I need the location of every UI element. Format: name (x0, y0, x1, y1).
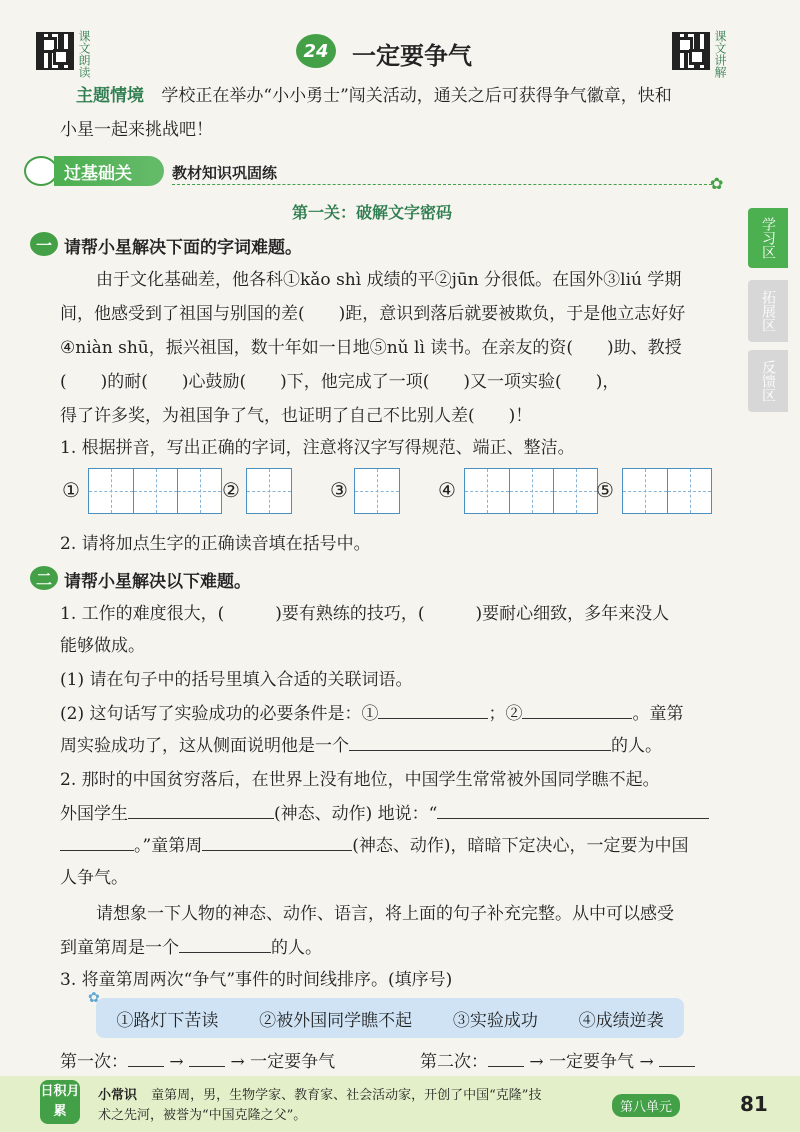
writing-grid-4[interactable] (464, 468, 598, 514)
option-3: ③实验成功 (452, 1010, 538, 1031)
option-2: ②被外国同学瞧不起 (259, 1010, 413, 1031)
timeline-1-label: 第一次： (60, 1052, 128, 1072)
part2-q2-line1: 2. 那时的中国贫穷落后，在世界上没有地位，中国学生常常被外国同学瞧不起。 (60, 770, 660, 790)
timeline-2 (420, 1046, 695, 1078)
tab-study[interactable]: 学习区 (748, 208, 788, 268)
part2-q2-line3 (60, 830, 688, 862)
part1-q2: 2. 请将加点生字的正确读音填在括号中。 (60, 534, 371, 554)
theme-text-2: 小星一起来挑战吧！ (60, 120, 213, 140)
timeline-1-goal: 一定要争气 (250, 1052, 336, 1072)
q2-text-f: 的人。 (271, 938, 322, 958)
lesson-number-badge: 24 (296, 34, 336, 68)
options-box (96, 998, 684, 1038)
theme-line-1 (76, 80, 736, 112)
arrow-icon: → (230, 1052, 245, 1072)
passage-line-3: ④niàn shū，振兴祖国，数十年如一日地⑤nǔ lì 读书。在亲友的资( )助、教授 (60, 338, 682, 358)
q2-text-d: (神态、动作)，暗暗下定决心，一定要为中国 (352, 836, 689, 856)
tip-line-2: 术之先河，被誉为“中国克隆之父”。 (98, 1108, 307, 1123)
part2-q2-line5: 请想象一下人物的神态、动作、语言，将上面的句子补充完整。从中可以感受 (96, 904, 674, 924)
answer-blank-character[interactable] (179, 934, 271, 953)
timeline-1 (60, 1046, 335, 1078)
q1-sub2-text-d: 周实验成功了，这从侧面说明他是一个 (60, 736, 349, 756)
timeline-2-blank-1[interactable] (488, 1048, 524, 1067)
tab-feedback[interactable]: 反馈区 (748, 350, 788, 412)
passage-line-5: 得了许多奖，为祖国争了气，也证明了自己不比别人差( )！ (60, 406, 533, 426)
grid-label-1: ① (62, 478, 80, 502)
mascot-icon (24, 156, 58, 186)
answer-blank-person[interactable] (349, 732, 611, 751)
q2-text-c: 。”童第周 (134, 836, 203, 856)
timeline-1-blank-2[interactable] (189, 1048, 225, 1067)
part2-q1-sub2 (60, 698, 683, 730)
theme-text-1: 学校正在举办“小小勇士”闯关活动，通关之后可获得争气徽章，快和 (161, 86, 672, 106)
option-1: ①路灯下苦读 (116, 1010, 219, 1031)
tab-extend[interactable]: 拓展区 (748, 280, 788, 342)
answer-blank-condition-1[interactable] (378, 700, 488, 719)
section-subtitle: 教材知识巩固练 (172, 164, 278, 182)
arrow-icon: → (169, 1052, 184, 1072)
arrow-icon: → (529, 1052, 544, 1072)
part2-q1-sub2-cont (60, 730, 662, 762)
q1-sub2-text-e: 的人。 (611, 736, 662, 756)
passage-line-4: ( )的耐( )心鼓励( )下，他完成了一项( )又一项实验( )， (60, 372, 620, 392)
theme-label: 主题情境 (76, 86, 144, 106)
answer-blank-foreign-student[interactable] (128, 800, 274, 819)
section-bar (24, 156, 724, 193)
writing-grid-5[interactable] (622, 468, 712, 514)
passage-line-2: 间，他感受到了祖国与别国的差( )距，意识到落后就要被欺负，于是他立志好好 (60, 304, 686, 324)
lesson-title: 一定要争气 (352, 42, 472, 70)
grid-label-4: ④ (438, 478, 456, 502)
grid-label-2: ② (222, 478, 240, 502)
flower-icon: ✿ (88, 990, 100, 1006)
timeline-2-label: 第二次： (420, 1052, 488, 1072)
part1-heading: 请帮小星解决下面的字词难题。 (64, 238, 302, 258)
qr-code-explain[interactable] (672, 32, 710, 70)
tip-line-1: 童第周，男，生物学家、教育家、社会活动家，开创了中国“克隆”技 (151, 1088, 542, 1103)
part2-q3: 3. 将童第周两次“争气”事件的时间线排序。(填序号) (60, 970, 453, 990)
option-4: ④成绩逆袭 (578, 1010, 664, 1031)
q2-text-b: (神态、动作) 地说：“ (274, 804, 438, 824)
q1-sub2-text-b: ；② (488, 704, 523, 724)
q2-text-a: 外国学生 (60, 804, 128, 824)
grid-label-5: ⑤ (596, 478, 614, 502)
part2-heading: 请帮小星解决以下难题。 (64, 572, 251, 592)
part2-q1-sub1: (1) 请在句子中的括号里填入合适的关联词语。 (60, 670, 413, 690)
timeline-2-goal: 一定要争气 (549, 1052, 635, 1072)
grid-label-3: ③ (330, 478, 348, 502)
section-title: 过基础关 (54, 156, 164, 186)
part2-number: 二 (30, 566, 58, 590)
timeline-1-blank-1[interactable] (128, 1048, 164, 1067)
timeline-2-blank-2[interactable] (659, 1048, 695, 1067)
answer-blank-speech-2[interactable] (60, 832, 134, 851)
q1-sub2-text-a: (2) 这句话写了实验成功的必要条件是：① (60, 704, 379, 724)
daily-accumulation-badge: 日积月累 (40, 1080, 80, 1124)
part2-q1-line1: 1. 工作的难度很大，( )要有熟练的技巧，( )要耐心细致，多年来没人 (60, 604, 670, 624)
level1-title: 第一关：破解文字密码 (292, 203, 453, 222)
writing-grid-3[interactable] (354, 468, 400, 514)
answer-blank-condition-2[interactable] (522, 700, 632, 719)
answer-blank-tongdizhou[interactable] (202, 832, 352, 851)
passage-line-1: 由于文化基础差，他各科①kǎo shì 成绩的平②jūn 分很低。在国外③liú 学期 (96, 270, 682, 290)
answer-blank-speech-1[interactable] (437, 800, 709, 819)
writing-grid-2[interactable] (246, 468, 292, 514)
tip-label: 小常识 (98, 1088, 138, 1103)
page-number: 81 (740, 1092, 768, 1116)
part2-q2-line2 (60, 798, 709, 830)
qr-right-label: 课文讲解 (713, 30, 727, 78)
part2-q1-line2: 能够做成。 (60, 636, 145, 656)
part2-q2-line6 (60, 932, 322, 964)
part1-q1: 1. 根据拼音，写出正确的字词，注意将汉字写得规范、端正、整洁。 (60, 438, 575, 458)
footer-tip (98, 1086, 598, 1126)
arrow-icon: → (639, 1052, 654, 1072)
unit-label: 第八单元 (612, 1094, 680, 1117)
part2-q2-line4: 人争气。 (60, 868, 128, 888)
qr-code-reading[interactable] (36, 32, 74, 70)
writing-grid-1[interactable] (88, 468, 222, 514)
flower-icon: ✿ (710, 174, 724, 193)
q1-sub2-text-c: 。童第 (632, 704, 684, 724)
section-divider (172, 184, 712, 185)
qr-left-label: 课文朗读 (77, 30, 91, 78)
q2-text-e: 到童第周是一个 (60, 938, 179, 958)
part1-number: 一 (30, 232, 58, 256)
